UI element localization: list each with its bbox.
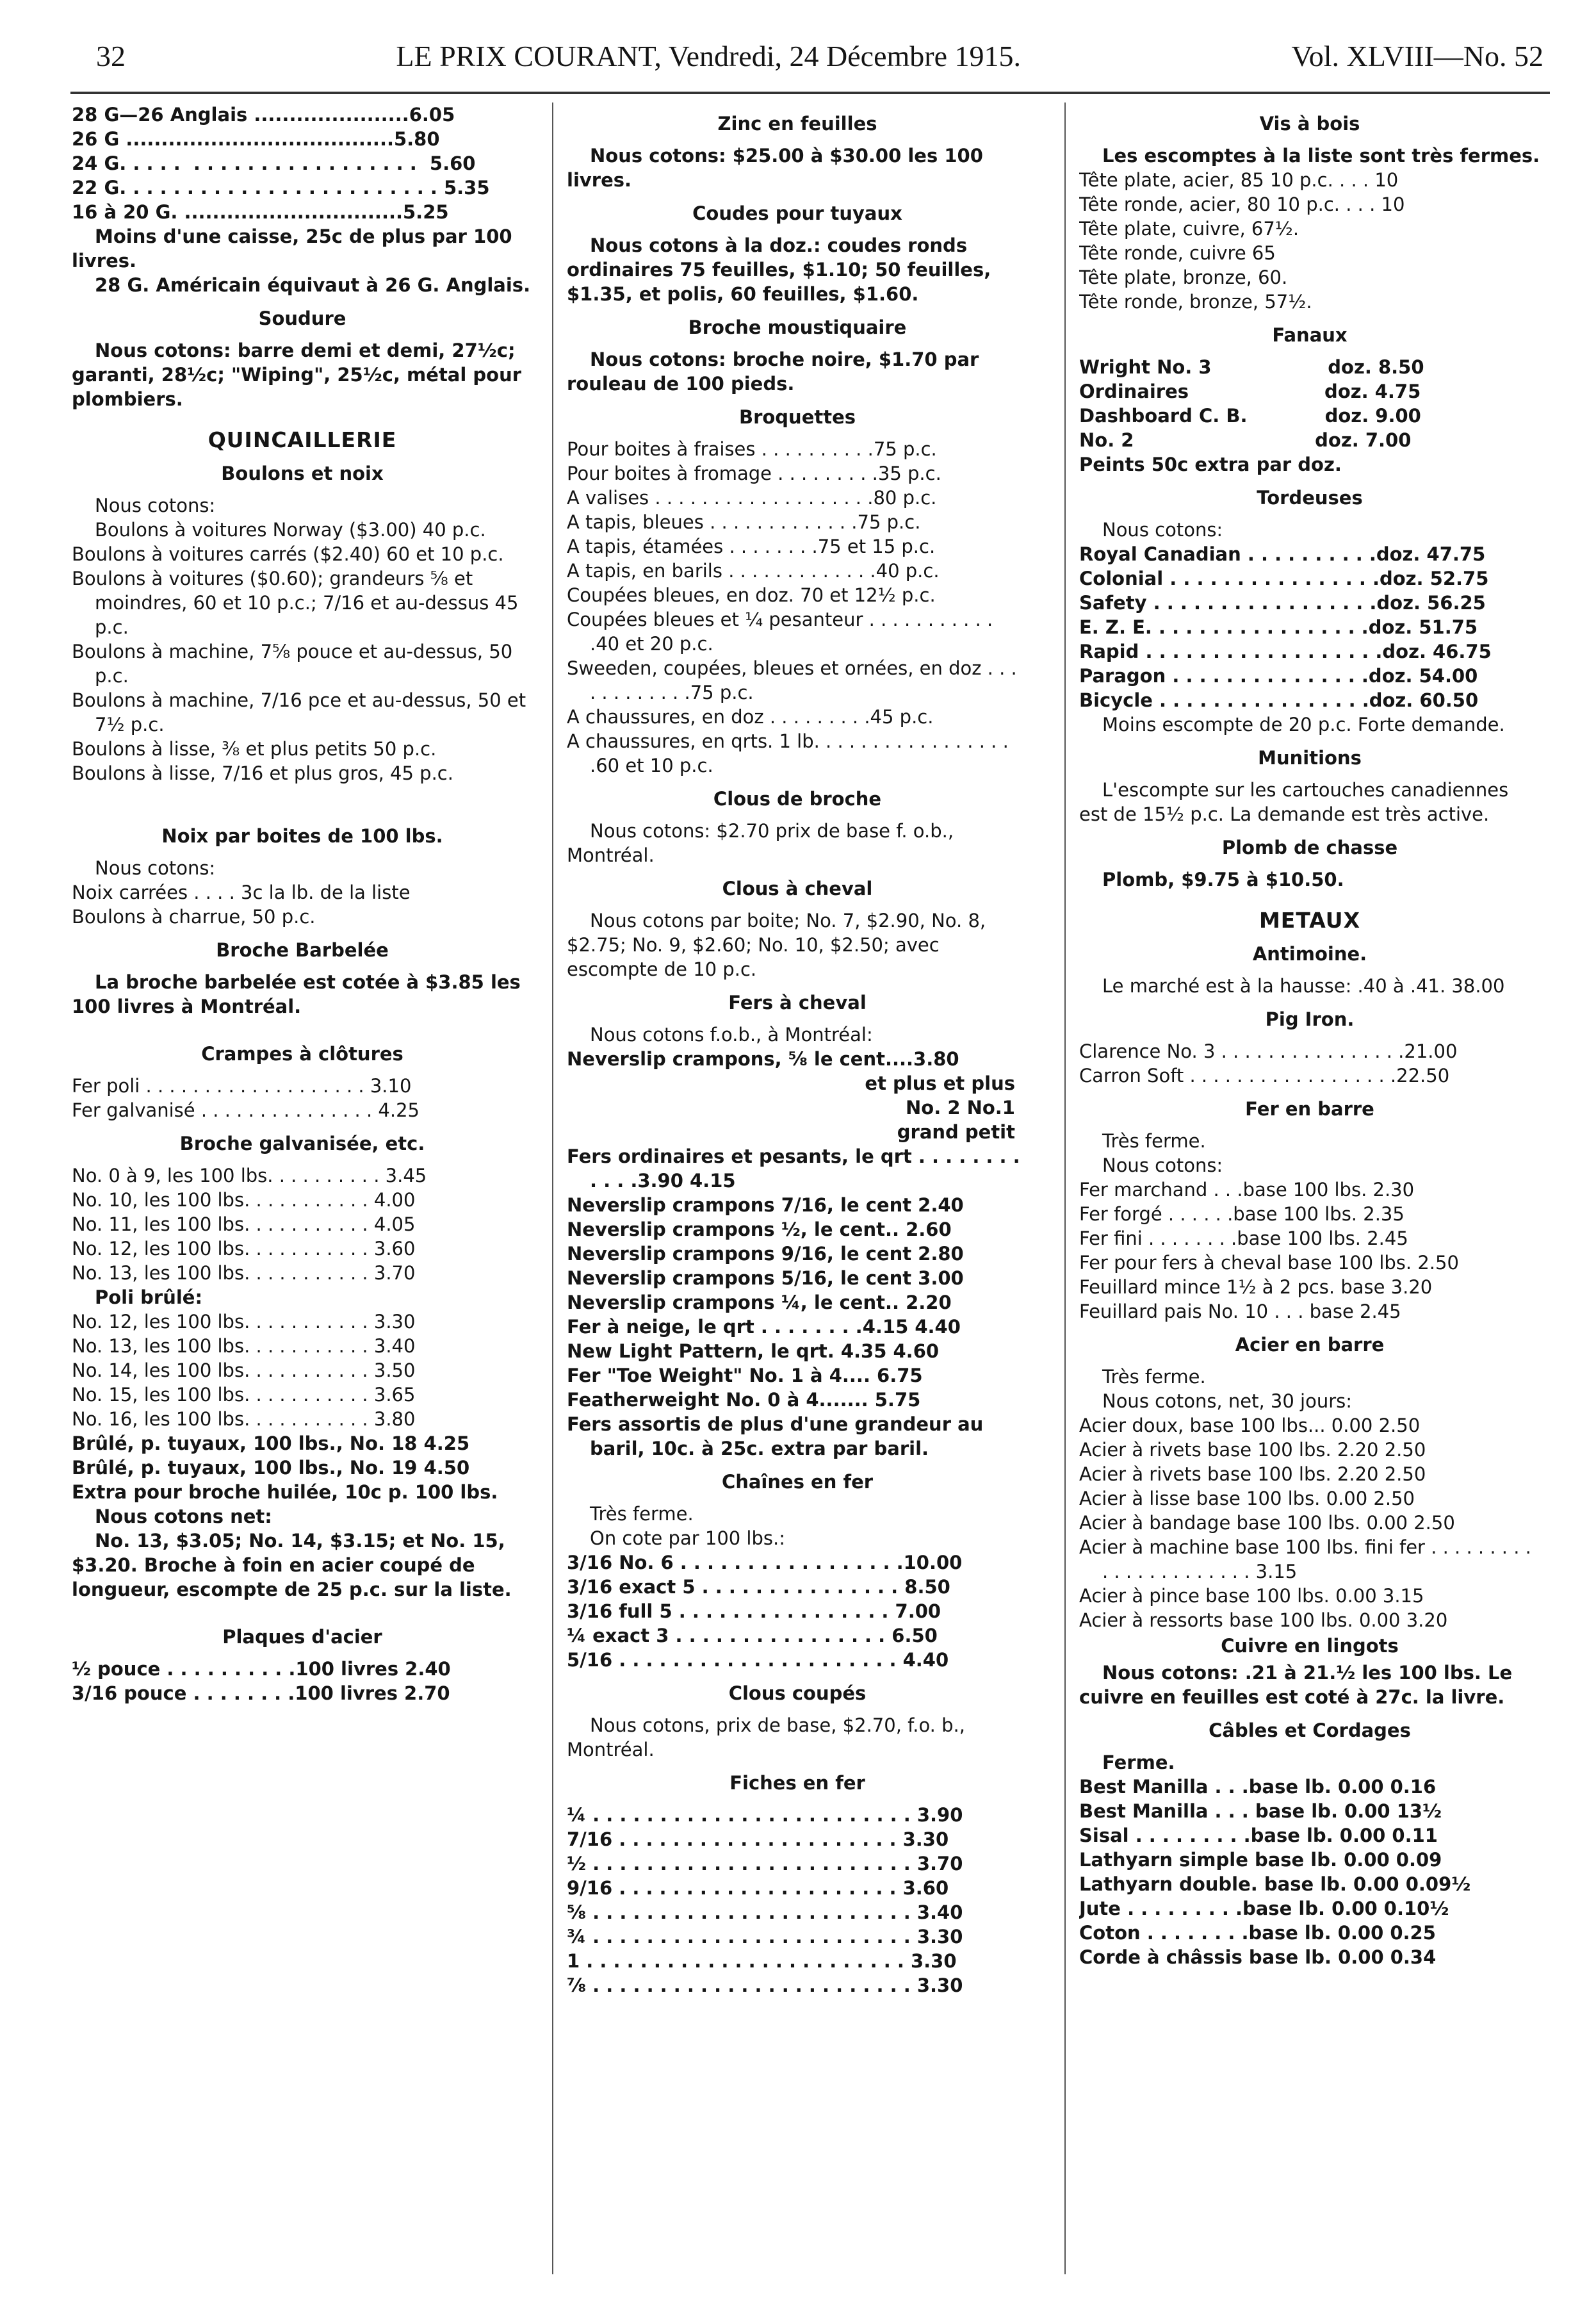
price-line: Boulons à lisse, ⅜ et plus petits 50 p.c.: [72, 738, 437, 760]
price-line: Neverslip crampons ½, le cent.. 2.60: [567, 1219, 952, 1240]
price-line: On cote par 100 lbs.:: [590, 1527, 785, 1549]
price-line: Fers ordinaires et pesants, le qrt . . . . . . . . . . . .3.90 4.15: [567, 1145, 1027, 1192]
price-line: Nous cotons:: [1102, 519, 1223, 541]
paragraph: 28 G. Américain équivaut à 26 G. Anglais.: [95, 274, 531, 296]
column-divider: [1064, 103, 1066, 2274]
price-line: Sweeden, coupées, bleues et ornées, en doz . . . . . . . . . . . .75 p.c.: [567, 657, 1023, 703]
section-heading: Noix par boites de 100 lbs.: [161, 825, 443, 847]
price-line: Neverslip crampons 9/16, le cent 2.80: [567, 1243, 964, 1265]
price-line: A chaussures, en doz . . . . . . . . .45 p.c.: [567, 706, 934, 728]
price-line: Boulons à voitures carrés ($2.40) 60 et 10 p.c.: [72, 543, 504, 565]
price-line: ⅞ . . . . . . . . . . . . . . . . . . . . . . . . 3.30: [567, 1974, 963, 1996]
paragraph: Nous cotons à la doz.: coudes ronds ordinaires 75 feuilles, $1.10; 50 feuilles, $1.35, et polis, 60 feuilles, $1.60.: [567, 234, 998, 305]
price-line: 24 G. . . . . . . . . . . . . . . . . . . . . . 5.60: [72, 152, 476, 174]
price-line: Boulons à charrue, 50 p.c.: [72, 906, 316, 928]
price-line: No. 11, les 100 lbs. . . . . . . . . . . 4.05: [72, 1213, 416, 1235]
section-heading: Broche moustiquaire: [688, 316, 907, 338]
section-heading: Câbles et Cordages: [1209, 1719, 1411, 1741]
price-line: Corde à châssis base lb. 0.00 0.34: [1079, 1946, 1437, 1968]
price-line: Fer pour fers à cheval base 100 lbs. 2.50: [1079, 1252, 1459, 1274]
price-line: Noix carrées . . . . 3c la lb. de la liste: [72, 882, 411, 903]
price-line: Fer fini . . . . . . . .base 100 lbs. 2.45: [1079, 1227, 1408, 1249]
price-line: Neverslip crampons ¼, le cent.. 2.20: [567, 1292, 952, 1313]
price-line: Feuillard mince 1½ à 2 pcs. base 3.20: [1079, 1276, 1433, 1298]
price-line: No. 12, les 100 lbs. . . . . . . . . . . 3.60: [72, 1238, 416, 1260]
price-line: Acier à pince base 100 lbs. 0.00 3.15: [1079, 1585, 1424, 1607]
section-heading: Antimoine.: [1252, 943, 1367, 965]
price-line: Tête plate, bronze, 60.: [1079, 267, 1288, 288]
price-line: Pour boites à fromage . . . . . . . . .35 p.c.: [567, 463, 941, 484]
column-divider: [552, 103, 553, 2274]
page-header: [96, 33, 1543, 78]
price-line: 3/16 pouce . . . . . . . .100 livres 2.70: [72, 1682, 450, 1704]
section-heading: Clous coupés: [728, 1682, 867, 1704]
paragraph: Boulons à voitures Norway ($3.00) 40 p.c.: [95, 519, 486, 541]
price-line: A valises . . . . . . . . . . . . . . . . . . .80 p.c.: [567, 487, 937, 509]
price-line: No. 14, les 100 lbs. . . . . . . . . . . 3.50: [72, 1359, 416, 1381]
section-heading: Fanaux: [1272, 324, 1348, 346]
price-line: Lathyarn simple base lb. 0.00 0.09: [1079, 1849, 1442, 1871]
spacer: [72, 785, 533, 815]
price-line: Best Manilla . . . base lb. 0.00 13½: [1079, 1800, 1442, 1822]
section-heading: Chaînes en fer: [721, 1471, 874, 1493]
price-line: Paragon . . . . . . . . . . . . . . .doz. 54.00: [1079, 665, 1478, 687]
paragraph: Nous cotons: $25.00 à $30.00 les 100 livres.: [567, 145, 989, 191]
price-line: Nous cotons:: [95, 857, 216, 879]
paragraph: Nous cotons: barre demi et demi, 27½c; garanti, 28½c; "Wiping", 25½c, métal pour plombiers.: [72, 340, 528, 410]
price-line: Acier à rivets base 100 lbs. 2.20 2.50: [1079, 1463, 1426, 1485]
price-line: Lathyarn double. base lb. 0.00 0.09½: [1079, 1873, 1471, 1895]
price-line: 3/16 full 5 . . . . . . . . . . . . . . . . 7.00: [567, 1600, 941, 1622]
price-line: No. 16, les 100 lbs. . . . . . . . . . . 3.80: [72, 1408, 416, 1430]
price-line: Peints 50c extra par doz.: [1079, 454, 1342, 475]
price-line: Acier à ressorts base 100 lbs. 0.00 3.20: [1079, 1609, 1448, 1631]
page-number: 32: [96, 39, 126, 72]
price-line: No. 13, les 100 lbs. . . . . . . . . . . 3.70: [72, 1262, 416, 1284]
price-line: 5/16 . . . . . . . . . . . . . . . . . . . . . 4.40: [567, 1649, 949, 1671]
price-line: Boulons à machine, 7⅝ pouce et au-dessus, 50 p.c.: [72, 641, 519, 687]
price-line: Wright No. 3 doz. 8.50: [1079, 356, 1424, 378]
price-line: Carron Soft . . . . . . . . . . . . . . . . . .22.50: [1079, 1065, 1450, 1087]
section-heading: Munitions: [1258, 747, 1362, 769]
price-line: Jute . . . . . . . . .base lb. 0.00 0.10½: [1079, 1898, 1449, 1919]
price-line: Fer marchand . . .base 100 lbs. 2.30: [1079, 1179, 1415, 1201]
price-line: No. 13, les 100 lbs. . . . . . . . . . . 3.40: [72, 1335, 416, 1357]
price-line: 28 G—26 Anglais ......................6.05: [72, 104, 455, 126]
paragraph: Les escomptes à la liste sont très fermes.: [1102, 145, 1540, 167]
section-heading: METAUX: [1258, 908, 1361, 933]
price-line: ½ pouce . . . . . . . . . .100 livres 2.40: [72, 1658, 451, 1680]
price-line: Nous cotons, net, 30 jours:: [1102, 1390, 1352, 1412]
price-line: Ordinaires doz. 4.75: [1079, 381, 1421, 402]
paragraph: Nous cotons: $2.70 prix de base f. o.b., Montréal.: [567, 820, 960, 866]
section-heading: Clous de broche: [713, 788, 882, 810]
column-middle: [567, 103, 1028, 2274]
publication-title: LE PRIX COURANT, Vendredi, 24 Décembre 1915.: [396, 39, 1022, 72]
price-line: Tête ronde, bronze, 57½.: [1079, 291, 1312, 313]
price-line: ¼ . . . . . . . . . . . . . . . . . . . . . . . . 3.90: [567, 1804, 963, 1826]
volume-number: Vol. XLVIII—No. 52: [1291, 39, 1543, 72]
price-line: Neverslip crampons, ⅝ le cent....3.80: [567, 1048, 959, 1070]
section-heading: Cuivre en lingots: [1221, 1635, 1399, 1657]
price-line: Coton . . . . . . . .base lb. 0.00 0.25: [1079, 1922, 1436, 1944]
column-label: grand petit: [897, 1121, 1015, 1143]
price-line: A chaussures, en qrts. 1 lb. . . . . . . . . . . . . . . . . .60 et 10 p.c.: [567, 730, 1015, 776]
section-heading: Fiches en fer: [729, 1772, 865, 1794]
price-line: 22 G. . . . . . . . . . . . . . . . . . . . . . . . 5.35: [72, 177, 490, 199]
price-line: Best Manilla . . .base lb. 0.00 0.16: [1079, 1776, 1437, 1798]
price-line: Acier à rivets base 100 lbs. 2.20 2.50: [1079, 1439, 1426, 1461]
price-line: No. 2 doz. 7.00: [1079, 429, 1412, 451]
price-line: Poli brûlé:: [95, 1286, 203, 1308]
price-line: No. 10, les 100 lbs. . . . . . . . . . . 4.00: [72, 1189, 416, 1211]
price-line: Acier à bandage base 100 lbs. 0.00 2.50: [1079, 1512, 1455, 1534]
paragraph: Moins escompte de 20 p.c. Forte demande.: [1102, 714, 1505, 735]
section-heading: Broche galvanisée, etc.: [179, 1133, 425, 1154]
price-line: Nous cotons f.o.b., à Montréal:: [590, 1024, 873, 1046]
price-line: Coupées bleues et ¼ pesanteur . . . . . . . . . . . .40 et 20 p.c.: [567, 609, 999, 655]
section-heading: Fers à cheval: [728, 992, 867, 1014]
section-heading: Acier en barre: [1235, 1334, 1385, 1356]
price-line: ½ . . . . . . . . . . . . . . . . . . . . . . . . 3.70: [567, 1853, 963, 1875]
column-left: [72, 103, 533, 2274]
price-line: 26 G ......................................5.80: [72, 128, 440, 150]
price-line: Rapid . . . . . . . . . . . . . . . . . .doz. 46.75: [1079, 641, 1492, 662]
price-line: E. Z. E. . . . . . . . . . . . . . . . .doz. 51.75: [1079, 616, 1478, 638]
price-line: Boulons à voitures ($0.60); grandeurs ⅝ et moindres, 60 et 10 p.c.; 7/16 et au-dessus 45 p.c.: [72, 568, 525, 638]
price-line: Tête ronde, acier, 80 10 p.c. . . . 10: [1079, 193, 1405, 215]
section-heading: Broquettes: [738, 406, 856, 428]
section-heading: Broche Barbelée: [216, 939, 389, 961]
paragraph: L'escompte sur les cartouches canadiennes est de 15½ p.c. La demande est très active.: [1079, 779, 1515, 825]
price-line: Très ferme.: [1102, 1366, 1206, 1388]
price-line: 9/16 . . . . . . . . . . . . . . . . . . . . . 3.60: [567, 1877, 949, 1899]
price-line: Sisal . . . . . . . . .base lb. 0.00 0.11: [1079, 1825, 1438, 1846]
price-line: Neverslip crampons 5/16, le cent 3.00: [567, 1267, 964, 1289]
price-line: A tapis, étamées . . . . . . . .75 et 15 p.c.: [567, 536, 936, 557]
price-line: Boulons à machine, 7/16 pce et au-dessus, 50 et 7½ p.c.: [72, 689, 532, 735]
price-line: Fer à neige, le qrt . . . . . . . .4.15 4.40: [567, 1316, 961, 1338]
price-line: Colonial . . . . . . . . . . . . . . . .doz. 52.75: [1079, 568, 1489, 589]
price-line: 3/16 No. 6 . . . . . . . . . . . . . . . . .10.00: [567, 1552, 963, 1573]
section-heading: Fer en barre: [1245, 1098, 1374, 1120]
price-line: 16 à 20 G. ...............................5.25: [72, 201, 449, 223]
column-label: No. 2 No.1: [906, 1097, 1015, 1119]
price-line: Fer poli . . . . . . . . . . . . . . . . . . . 3.10: [72, 1075, 412, 1097]
price-line: Brûlé, p. tuyaux, 100 lbs., No. 19 4.50: [72, 1457, 470, 1479]
price-line: Fer forgé . . . . . .base 100 lbs. 2.35: [1079, 1203, 1405, 1225]
price-line: Tête ronde, cuivre 65: [1079, 242, 1276, 264]
price-line: Très ferme.: [1102, 1130, 1206, 1152]
paragraph: Nous cotons: .21 à 21.½ les 100 lbs. Le cuivre en feuilles est coté à 27c. la livre.: [1079, 1662, 1519, 1708]
price-line: ⅝ . . . . . . . . . . . . . . . . . . . . . . . . 3.40: [567, 1901, 963, 1923]
price-line: 1 . . . . . . . . . . . . . . . . . . . . . . . . 3.30: [567, 1950, 957, 1972]
column-label: et plus et plus: [865, 1072, 1015, 1094]
price-line: New Light Pattern, le qrt. 4.35 4.60: [567, 1340, 940, 1362]
paragraph: Moins d'une caisse, 25c de plus par 100 livres.: [72, 226, 519, 272]
price-line: No. 0 à 9, les 100 lbs. . . . . . . . . . 3.45: [72, 1165, 427, 1186]
price-line: Feuillard pais No. 10 . . . base 2.45: [1079, 1301, 1401, 1322]
price-line: 3/16 exact 5 . . . . . . . . . . . . . . . 8.50: [567, 1576, 950, 1598]
price-line: Acier à lisse base 100 lbs. 0.00 2.50: [1079, 1488, 1415, 1509]
price-line: Dashboard C. B. doz. 9.00: [1079, 405, 1421, 427]
price-line: Plomb, $9.75 à $10.50.: [1102, 869, 1344, 890]
price-line: No. 15, les 100 lbs. . . . . . . . . . . 3.65: [72, 1384, 416, 1406]
section-heading: Plomb de chasse: [1221, 837, 1398, 858]
price-line: Neverslip crampons 7/16, le cent 2.40: [567, 1194, 964, 1216]
price-line: Coupées bleues, en doz. 70 et 12½ p.c.: [567, 584, 936, 606]
paragraph: No. 13, $3.05; No. 14, $3.15; et No. 15, $3.20. Broche à foin en acier coupé de longueur, escompte de 25 p.c. sur la liste.: [72, 1530, 512, 1600]
price-line: Ferme.: [1102, 1752, 1175, 1773]
section-heading: Coudes pour tuyaux: [692, 202, 902, 224]
price-line: 7/16 . . . . . . . . . . . . . . . . . . . . . 3.30: [567, 1828, 949, 1850]
paragraph: Nous cotons: broche noire, $1.70 par rouleau de 100 pieds.: [567, 349, 986, 395]
price-line: ¼ exact 3 . . . . . . . . . . . . . . . . 6.50: [567, 1625, 938, 1646]
section-heading: Pig Iron.: [1265, 1008, 1355, 1030]
price-line: Bicycle . . . . . . . . . . . . . . . .doz. 60.50: [1079, 689, 1479, 711]
paragraph: Le marché est à la hausse: .40 à .41. 38.00: [1102, 975, 1505, 997]
price-line: A tapis, en barils . . . . . . . . . . . . .40 p.c.: [567, 560, 940, 582]
price-line: ¾ . . . . . . . . . . . . . . . . . . . . . . . . 3.30: [567, 1926, 963, 1948]
price-line: No. 12, les 100 lbs. . . . . . . . . . . 3.30: [72, 1311, 416, 1333]
section-heading: Zinc en feuilles: [717, 113, 877, 135]
price-line: Royal Canadian . . . . . . . . . .doz. 47.75: [1079, 543, 1486, 565]
section-heading: Crampes à clôtures: [201, 1043, 403, 1065]
section-heading: Clous à cheval: [722, 878, 873, 899]
column-right: [1079, 103, 1540, 2274]
price-line: Safety . . . . . . . . . . . . . . . . .doz. 56.25: [1079, 592, 1486, 614]
price-line: Pour boites à fraises . . . . . . . . . .75 p.c.: [567, 438, 937, 460]
price-line: Fers assortis de plus d'une grandeur au baril, 10c. à 25c. extra par baril.: [567, 1413, 990, 1459]
price-line: Nous cotons net:: [95, 1506, 272, 1527]
price-line: Nous cotons:: [1102, 1154, 1223, 1176]
price-line: Fer galvanisé . . . . . . . . . . . . . . . 4.25: [72, 1099, 419, 1121]
price-line: Très ferme.: [590, 1503, 694, 1525]
section-heading: QUINCAILLERIE: [208, 427, 397, 452]
paragraph: La broche barbelée est cotée à $3.85 les 100 livres à Montréal.: [72, 971, 527, 1017]
price-line: Featherweight No. 0 à 4....... 5.75: [567, 1389, 921, 1411]
section-heading: Soudure: [258, 308, 346, 329]
price-line: Tête plate, acier, 85 10 p.c. . . . 10: [1079, 169, 1399, 191]
price-line: Nous cotons:: [95, 495, 216, 516]
section-heading: Vis à bois: [1259, 113, 1360, 135]
price-line: Fer "Toe Weight" No. 1 à 4.... 6.75: [567, 1365, 923, 1386]
price-line: Acier doux, base 100 lbs... 0.00 2.50: [1079, 1415, 1421, 1436]
price-line: A tapis, bleues . . . . . . . . . . . . .75 p.c.: [567, 511, 921, 533]
price-line: Tête plate, cuivre, 67½.: [1079, 218, 1299, 240]
section-heading: Plaques d'acier: [222, 1626, 382, 1648]
price-line: Clarence No. 3 . . . . . . . . . . . . . . . .21.00: [1079, 1040, 1458, 1062]
price-line: Boulons à lisse, 7/16 et plus gros, 45 p.c.: [72, 762, 453, 784]
paragraph: Nous cotons, prix de base, $2.70, f.o. b., Montréal.: [567, 1714, 972, 1760]
section-heading: Boulons et noix: [221, 463, 384, 484]
spacer: [72, 1602, 533, 1616]
section-heading: Tordeuses: [1257, 487, 1363, 509]
header-rule: [70, 92, 1550, 94]
price-line: Brûlé, p. tuyaux, 100 lbs., No. 18 4.25: [72, 1432, 470, 1454]
price-line: Acier à machine base 100 lbs. fini fer . . . . . . . . . . . . . . . . . . . . . . 3.15: [1079, 1536, 1538, 1582]
paragraph: Nous cotons par boite; No. 7, $2.90, No. 8, $2.75; No. 9, $2.60; No. 10, $2.50; avec escompte de 10 p.c.: [567, 910, 992, 980]
spacer: [72, 1019, 533, 1033]
price-line: Extra pour broche huilée, 10c p. 100 lbs.: [72, 1481, 498, 1503]
